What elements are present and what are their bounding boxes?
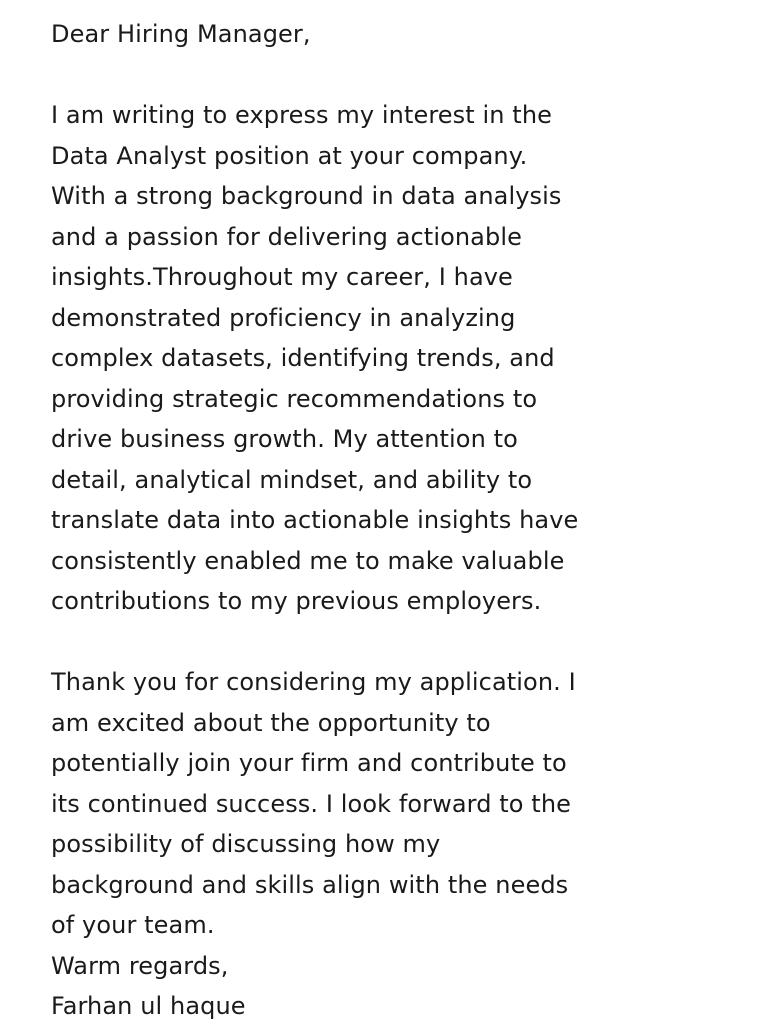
body-paragraph-1 bbox=[51, 95, 751, 622]
paragraph-line: complex datasets, identifying trends, and bbox=[51, 344, 555, 372]
paragraph-line: of your team. bbox=[51, 911, 215, 939]
paragraph-line: Thank you for considering my application. I bbox=[51, 668, 576, 696]
paragraph-line: contributions to my previous employers. bbox=[51, 587, 542, 615]
paragraph-line: background and skills align with the needs bbox=[51, 870, 569, 899]
cover-letter bbox=[51, 14, 751, 1027]
paragraph-gap bbox=[51, 55, 751, 96]
signature: Farhan ul haque bbox=[51, 992, 246, 1020]
paragraph-line: detail, analytical mindset, and ability to bbox=[51, 465, 533, 494]
body-paragraph-2 bbox=[51, 662, 751, 946]
paragraph-line: potentially join your firm and contribute to bbox=[51, 749, 567, 777]
paragraph-line: its continued success. I look forward to the bbox=[51, 789, 571, 818]
paragraph-line: insights.Throughout my career, I have bbox=[51, 263, 513, 291]
paragraph-line: consistently enabled me to make valuable bbox=[51, 546, 565, 575]
paragraph-line: providing strategic recommendations to bbox=[51, 384, 538, 413]
paragraph-line: demonstrated proficiency in analyzing bbox=[51, 303, 516, 332]
paragraph-line: Data Analyst position at your company. bbox=[51, 141, 528, 170]
paragraph-line: With a strong background in data analysis bbox=[51, 182, 562, 210]
paragraph-line: and a passion for delivering actionable bbox=[51, 222, 522, 251]
paragraph-line: I am writing to express my interest in the bbox=[51, 101, 552, 129]
paragraph-gap bbox=[51, 622, 751, 663]
paragraph-line: possibility of discussing how my bbox=[51, 830, 441, 858]
paragraph-line: drive business growth. My attention to bbox=[51, 425, 518, 453]
paragraph-line: translate data into actionable insights have bbox=[51, 506, 579, 534]
salutation: Dear Hiring Manager, bbox=[51, 20, 311, 48]
closing: Warm regards, bbox=[51, 951, 229, 980]
paragraph-line: am excited about the opportunity to bbox=[51, 708, 491, 737]
